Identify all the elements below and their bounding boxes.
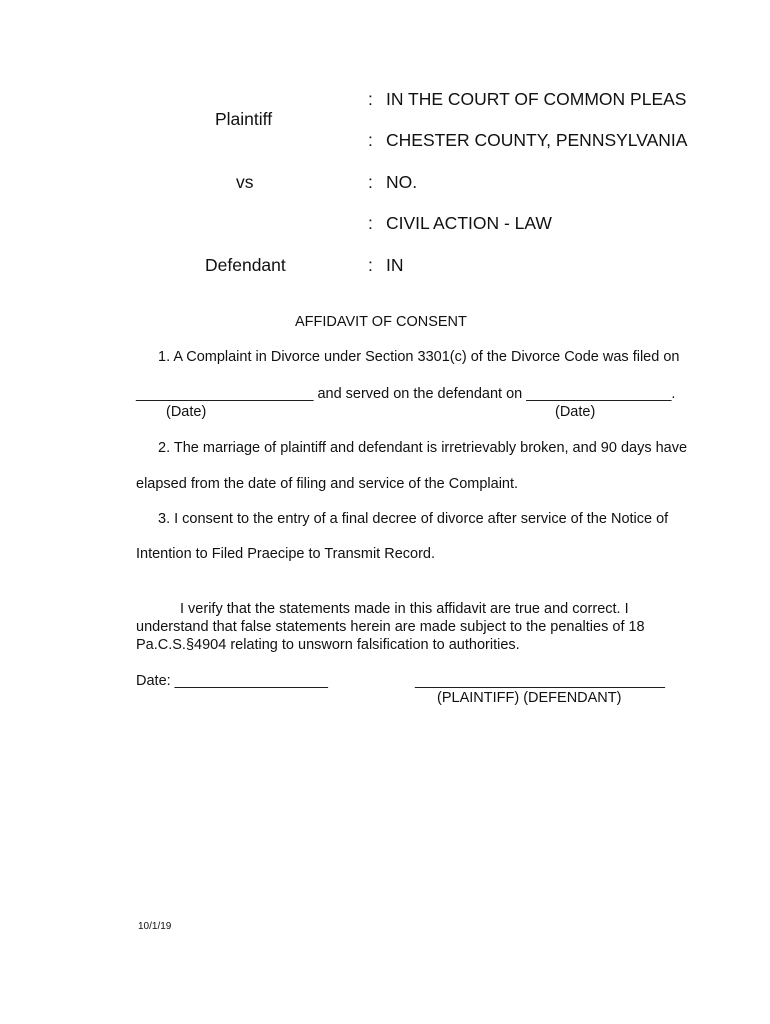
defendant-label: Defendant [205,255,286,275]
plaintiff-label: Plaintiff [215,109,273,129]
county-name: CHESTER COUNTY, PENNSYLVANIA [386,130,688,150]
document-title: AFFIDAVIT OF CONSENT [295,314,467,330]
vs-label: vs [236,172,254,192]
paragraph-3-line-2: Intention to Filed Praecipe to Transmit Record. [136,546,436,562]
court-name: IN THE COURT OF COMMON PLEAS [386,89,687,109]
service-date-label: (Date) [555,404,596,420]
county-line [368,130,687,151]
caption-colon: : [368,255,373,275]
paragraph-3-line-1: 3. I consent to the entry of a final decree of divorce after service of the Notice of [158,511,669,527]
paragraph-1-line-1: 1. A Complaint in Divorce under Section 3301(c) of the Divorce Code was filed on [158,349,680,365]
caption-colon: : [368,130,373,150]
caption-colon: : [368,213,373,233]
signature-line: _______________________________ [415,673,665,689]
caption-colon: : [368,172,373,192]
paragraph-2-line-2: elapsed from the date of filing and service of the Complaint. [136,476,519,492]
paragraph-1-line-2: ______________________ and served on the defendant on __________________. [136,386,676,402]
revision-date: 10/1/19 [138,921,172,932]
signature-label: (PLAINTIFF) (DEFENDANT) [437,690,622,706]
paragraph-2-line-1: 2. The marriage of plaintiff and defendant is irretrievably broken, and 90 days have [158,440,688,456]
date-line: Date: ___________________ [136,673,328,689]
action-type-line [368,213,552,234]
verification-statement: I verify that the statements made in this affidavit are true and correct. I understand that false statements herein are made subject to the penalties of 18 Pa.C.S.§4904 relating to unsworn falsification to authorities. [136,601,645,653]
case-number-line [368,172,417,193]
filing-date-label: (Date) [166,404,207,420]
case-number-label: NO. [386,172,418,192]
in-label: IN [386,255,404,275]
in-line [368,255,404,276]
court-line [368,89,686,110]
caption-colon: : [368,89,373,109]
action-type: CIVIL ACTION - LAW [386,213,552,233]
